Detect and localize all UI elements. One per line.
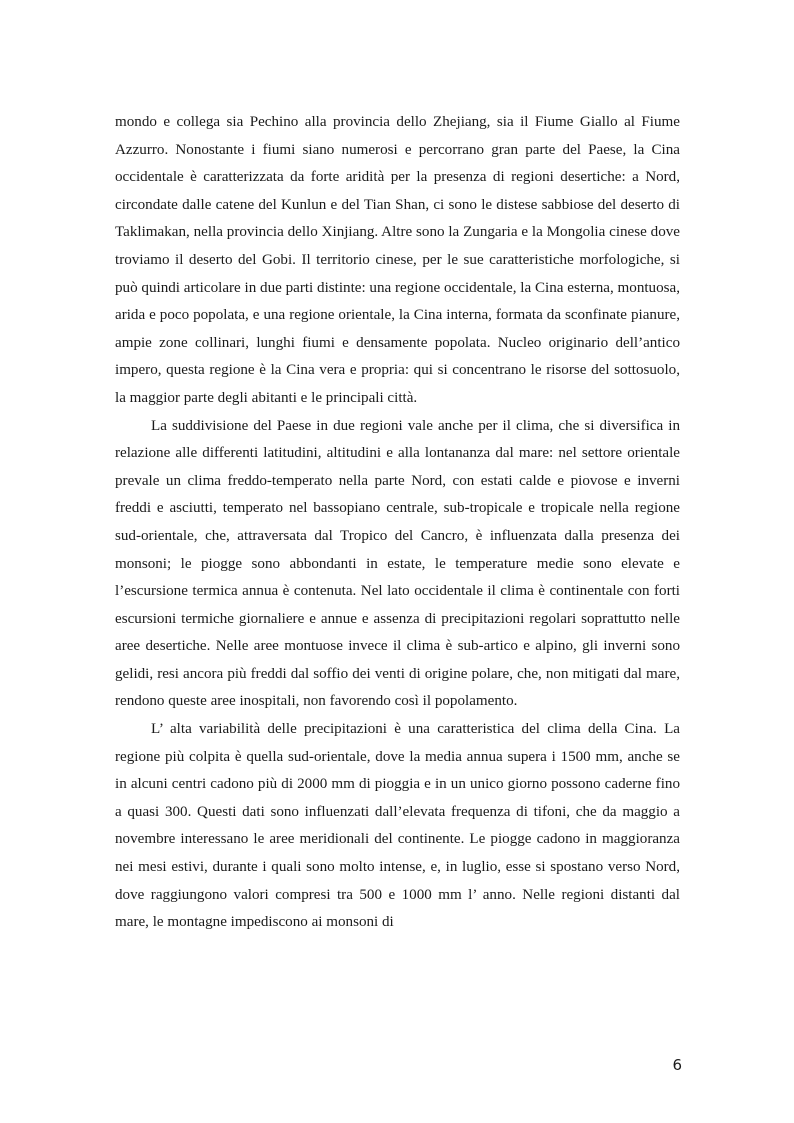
page-number: 6 bbox=[672, 1056, 682, 1074]
body-text bbox=[115, 109, 680, 937]
paragraph-3: L’ alta variabilità delle precipitazioni è una caratteristica del clima della Cina. La regione più colpita è quella sud-orientale, dove la media annua supera i 1500 mm, anche se in alcuni centri cadono più di 2000 mm di pioggia e in un unico giorno possono caderne fino a quasi 300. Questi dati sono influenzati dall’elevata frequenza di tifoni, che da maggio a novembre interessano le aree meridionali del continente. Le piogge cadono in maggioranza nei mesi estivi, durante i quali sono molto intense, e, in luglio, esse si spostano verso Nord, dove raggiungono valori compresi tra 500 e 1000 mm l’ anno. Nelle regioni distanti dal mare, le montagne impediscono ai monsoni di bbox=[115, 721, 680, 931]
paragraph-1: mondo e collega sia Pechino alla provincia dello Zhejiang, sia il Fiume Giallo al Fiume Azzurro. Nonostante i fiumi siano numerosi e percorrano gran parte del Paese, la Cina occidentale è caratterizzata da forte aridità per la presenza di regioni desertiche: a Nord, circondate dalle catene del Kunlun e del Tian Shan, ci sono le distese sabbiose del deserto di Taklimakan, nella provincia dello Xinjiang. Altre sono la Zungaria e la Mongolia cinese dove troviamo il deserto del Gobi. Il territorio cinese, per le sue caratteristiche morfologiche, si può quindi articolare in due parti distinte: una regione occidentale, la Cina esterna, montuosa, arida e poco popolata, e una regione orientale, la Cina interna, formata da sconfinate pianure, ampie zone collinari, lunghi fiumi e densamente popolata. Nucleo originario dell’antico impero, questa regione è la Cina vera e propria: qui si concentrano le risorse del sottosuolo, la maggior parte degli abitanti e le principali città. bbox=[115, 114, 680, 406]
paragraph-2: La suddivisione del Paese in due regioni vale anche per il clima, che si diversifica in relazione alle differenti latitudini, altitudini e alla lontananza dal mare: nel settore orientale prevale un clima freddo-temperato nella parte Nord, con estati calde e piovose e inverni freddi e asciutti, temperato nel bassopiano centrale, sub-tropicale e tropicale nella regione sud-orientale, che, attraversata dal Tropico del Cancro, è influenzata dalla presenza dei monsoni; le piogge sono abbondanti in estate, le temperature medie sono elevate e l’escursione termica annua è contenuta. Nel lato occidentale il clima è continentale con forti escursioni termiche giornaliere e annue e assenza di precipitazioni regolari soprattutto nelle aree desertiche. Nelle aree montuose invece il clima è sub-artico e alpino, gli inverni sono gelidi, resi ancora più freddi dal soffio dei venti di origine polare, che, non mitigati dal mare, rendono queste aree inospitali, non favorendo così il popolamento. bbox=[115, 417, 680, 710]
